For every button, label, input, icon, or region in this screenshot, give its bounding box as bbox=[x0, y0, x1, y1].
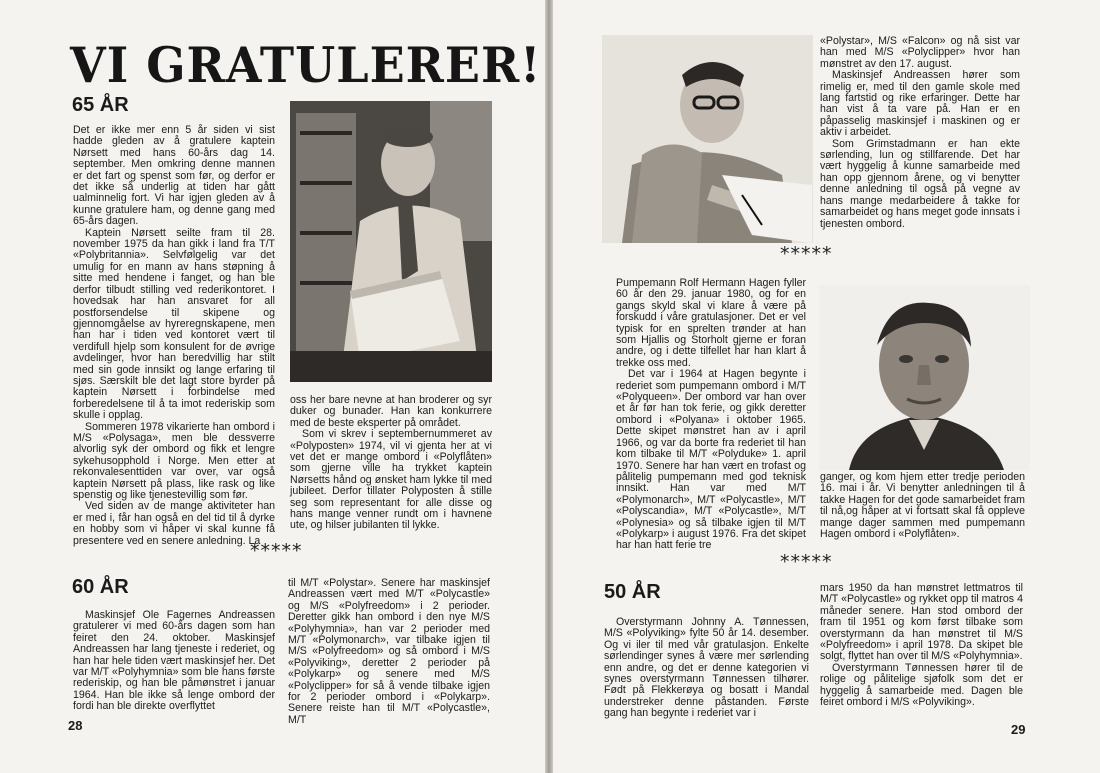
paragraph: Som vi skrev i septembernummeret av «Polyposten» 1974, vil vi gjenta her at vi vet det er mange ombord i «Polyflåten» som gjerne ville ha trykket kaptein Nørsetts hånd og ønsket ham lykke til med jubileet. Derfor tillater Polyposten å stille seg som representant for alle disse og hans mange venner rundt om i havnene ute, og hilser jubilanten til lykke. bbox=[290, 428, 492, 532]
text-65-col1 bbox=[73, 125, 275, 547]
heading-50: 50 ÅR bbox=[604, 581, 661, 603]
text-pumpemann bbox=[616, 278, 806, 552]
paragraph: Det er ikke mer enn 5 år siden vi sist hadde gleden av å gratulere kaptein Nørsett med hans 60-års dag 14. september. Men omkring denne mannen er det fart og spenst som før, og derfor er det ikke så underlig at tiden har gått ualminnelig fort. Vi har igjen gleden av å kunne gratulere ham, og denne gang med 65-års dagen. bbox=[73, 124, 275, 228]
photo-hagen bbox=[819, 285, 1030, 470]
paragraph: til M/T «Polystar». Senere har maskinsjef Andreassen vært med M/T «Polycastle» og M/S «Polyfreedom» i 2 perioder. Deretter gikk han ombord i den nye M/S «Polyhymnia», han var 2 perioder med M/T «Polymonarch», var tilbake igjen til M/S «Polyfreedom» og så ombord i M/S «Polyviking», deretter 2 perioder på «Polykarp» og senere med M/S «Polyclipper» for så å vende tilbake igjen for 2 perioder ombord i «Polykarp». Senere reiste han til M/T «Polycastle», M/T bbox=[288, 577, 490, 726]
paragraph: «Polystar», M/S «Falcon» og nå sist var han med M/S «Polyclipper» hvor han mønstret av den 17. august. bbox=[820, 35, 1020, 70]
right-page bbox=[553, 0, 1100, 773]
left-page bbox=[0, 0, 545, 773]
paragraph: Som Grimstadmann er han ekte sørlending, lun og stillfarende. Det har vært hyggelig å kunne samarbeide med han opp gjennom årene, og vi benytter denne anledning til også på vegne av hans mange medarbeidere å takke for samarbeidet og hans meget gode innsats i tjenesten ombord. bbox=[820, 137, 1020, 230]
paragraph: ganger, og kom hjem etter tredje perioden 16. mai i år. Vi benytter anledningen til å takke Hagen for det gode samarbeidet fram til nå,og håper at vi fortsatt skal få oppleve mange dager sammen med pumpemann Hagen ombord i «Polyflåten». bbox=[820, 471, 1025, 541]
paragraph: mars 1950 da han mønstret lettmatros til M/T «Polycastle» og rykket opp til matros 4 måneder senere. Han stod ombord der fram til 1951 og kom først tilbake som overstyrmann da han mønstret til M/S «Polyfreedom» i april 1978. Da skipet ble solgt, flyttet han over til M/S «Polyhymnia». bbox=[820, 582, 1023, 663]
page-gutter bbox=[545, 0, 553, 773]
paragraph: Overstyrmann Johnny A. Tønnessen, M/S «Polyviking» fylte 50 år 14. desember. Og vi iler til med vår gratulasjon. Enkelte sørlendinger synes å være mer sørlending enn andre, og det er denne kategorien vi synes overstyrmann Tønnessen tilhører. Født på Flekkerøya og bosatt i Mandal understreker denne påstanden. Første gang han begynte i rederiet var i bbox=[604, 616, 809, 720]
heading-65: 65 ÅR bbox=[72, 94, 129, 116]
heading-60: 60 ÅR bbox=[72, 576, 129, 598]
separator-stars: ***** bbox=[250, 540, 303, 562]
photo-captain-norsett bbox=[290, 101, 492, 382]
separator-stars: ***** bbox=[780, 551, 833, 573]
text-60-col2 bbox=[288, 578, 490, 726]
paragraph: Sommeren 1978 vikarierte han ombord i M/S «Polysaga», men ble dessverre alvorlig syk der ombord og fikk et lengre sykehusopphold i Norge. Men etter at rekonvalesenttiden var over, var også kaptein Nørsett på plass, like rask og like spenstig og like tjenestevillig som før. bbox=[73, 420, 275, 501]
paragraph: Overstyrmann Tønnessen hører til de rolige og pålitelige sjøfolk som det er hyggelig å samarbeide med. Dagen ble feiret ombord i M/S «Polyviking». bbox=[820, 661, 1023, 709]
paragraph: Pumpemann Rolf Hermann Hagen fyller 60 år den 29. januar 1980, og for en gangs skyld skal vi klare å være på forskudd i våre gratulasjoner. Det er vel typisk for en sprelten trønder at han som Hjallis og Storholt gjerne er foran andre, og i dette tilfellet har han klart å trekke oss med. bbox=[616, 277, 806, 369]
page-title: VI GRATULERER! bbox=[70, 36, 542, 94]
page-number-right: 29 bbox=[1011, 722, 1026, 737]
text-top-andreassen bbox=[820, 36, 1020, 230]
paragraph: Maskinsjef Andreassen hører som rimelig er, med til den gamle skole med lang fartstid og rike erfaringer. Dette har han vist å ta vare på. Han er en påpasselig maskinsjef i maskinen og er aktiv i arbeidet. bbox=[820, 69, 1020, 139]
paragraph: Maskinsjef Ole Fagernes Andreassen gratulerer vi med 60-års dagen som han feiret den 24. oktober. Maskinsjef Andreassen har lang tjeneste i rederiet, og han har hele tiden vært maskinsjef her. Det var M/T «Polyhymnia» som ble hans første rederiskip, og han ble påmønstret i januar 1964. Han ble ikke så lenge ombord der fordi han ble direkte overflyttet bbox=[73, 609, 275, 713]
paragraph: Ved siden av de mange aktiviteter han er med i, får han også en del tid til å dyrke en hobby som vi håper vi skal kunne få presentere ved en senere anledning. La bbox=[73, 500, 275, 547]
photo-andreassen bbox=[602, 35, 813, 243]
separator-stars: ***** bbox=[780, 243, 833, 265]
text-65-col2 bbox=[290, 395, 492, 532]
page-number-left: 28 bbox=[68, 718, 83, 733]
text-60-col1 bbox=[73, 610, 275, 713]
paragraph: Kaptein Nørsett seilte fram til 28. november 1975 da han gikk i land fra T/T «Polybritannia». Selvfølgelig var det umulig for en mann av hans støpning å sitte med hendene i fanget, og han ble derfor tilbudt stilling ved rederikontoret. I hovedsak har han ansvaret for all postforsendelse til skipene og gjennomgåelse av hyreregnskapene, men han har i tiden ved kontoret vært til verdifull hjelp som konsulent for de øvrige avdelinger, hvor han beredvillig har stilt med sin gode innsikt og lange erfaring til sjøs. Særskilt ble det lagt store byrder på kaptein Nørsett i forbindelse med forberedelsene til å ta imot rederiskip som skulle i opplag. bbox=[73, 226, 275, 422]
text-pumpemann-cont bbox=[820, 472, 1025, 540]
text-50-col1 bbox=[604, 617, 809, 720]
paragraph: Det var i 1964 at Hagen begynte i rederiet som pumpemann ombord i M/T «Polyqueen». Der ombord var han over et år før han tok ferie, og gikk deretter ombord i «Polyana» i oktober 1965. Dette skipet mønstret han av i april 1966, og var da borte fra rederiet til han kom tilbake til M/T «Polyduke» 1. april 1970. Senere har han vært en trofast og pålitelig pumpemann med god teknisk innsikt. Han var med M/T «Polymonarch», M/T «Polycastle», M/T «Polyscandia», M/T «Polycastle», M/T «Polynesia» og så tilbake igjen til M/T «Polykarp» i august 1976. Fra det skipet har han hatt ferie tre bbox=[616, 368, 806, 552]
paragraph: oss her bare nevne at han broderer og syr duker og bunader. Han kan konkurrere med de beste eksperter på området. bbox=[290, 394, 492, 429]
text-50-col2 bbox=[820, 583, 1023, 708]
